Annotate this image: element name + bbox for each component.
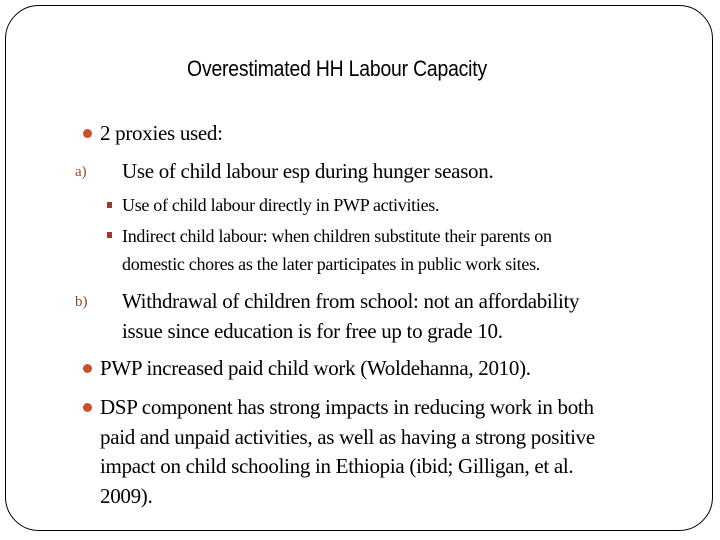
square-bullet-icon (107, 232, 112, 238)
enum-item-b-line2: issue since education is for free up to grade 10. (122, 319, 503, 343)
bullet-dsp-line2: paid and unpaid activities, as well as having a strong positive (100, 425, 595, 449)
bullet-dsp-line4: 2009). (100, 484, 153, 508)
enum-item-b-line1: Withdrawal of children from school: not an affordability (122, 289, 580, 313)
bullet-dsp-line1: DSP component has strong impacts in reducing work in both (100, 395, 594, 419)
sub-item-indirect-labour-line2: domestic chores as the later participates in public work sites. (122, 254, 540, 274)
enum-marker-b: b) (75, 294, 88, 310)
bullet-proxies: 2 proxies used: (100, 121, 223, 145)
enum-item-a: Use of child labour esp during hunger season. (122, 159, 494, 183)
bullet-pwp: PWP increased paid child work (Woldehanna, 2010). (100, 356, 531, 380)
bullet-dsp-line3: impact on child schooling in Ethiopia (ibid; Gilligan, et al. (100, 454, 574, 478)
bullet-dot-icon (83, 129, 92, 138)
bullet-dot-icon (83, 364, 92, 373)
bullet-dot-icon (83, 403, 92, 412)
enum-marker-a: a) (75, 164, 87, 180)
sub-item-direct-labour: Use of child labour directly in PWP activities. (122, 195, 440, 215)
sub-item-indirect-labour-line1: Indirect child labour: when children substitute their parents on (122, 226, 552, 246)
slide-title: Overestimated HH Labour Capacity (187, 56, 488, 81)
square-bullet-icon (107, 202, 112, 208)
